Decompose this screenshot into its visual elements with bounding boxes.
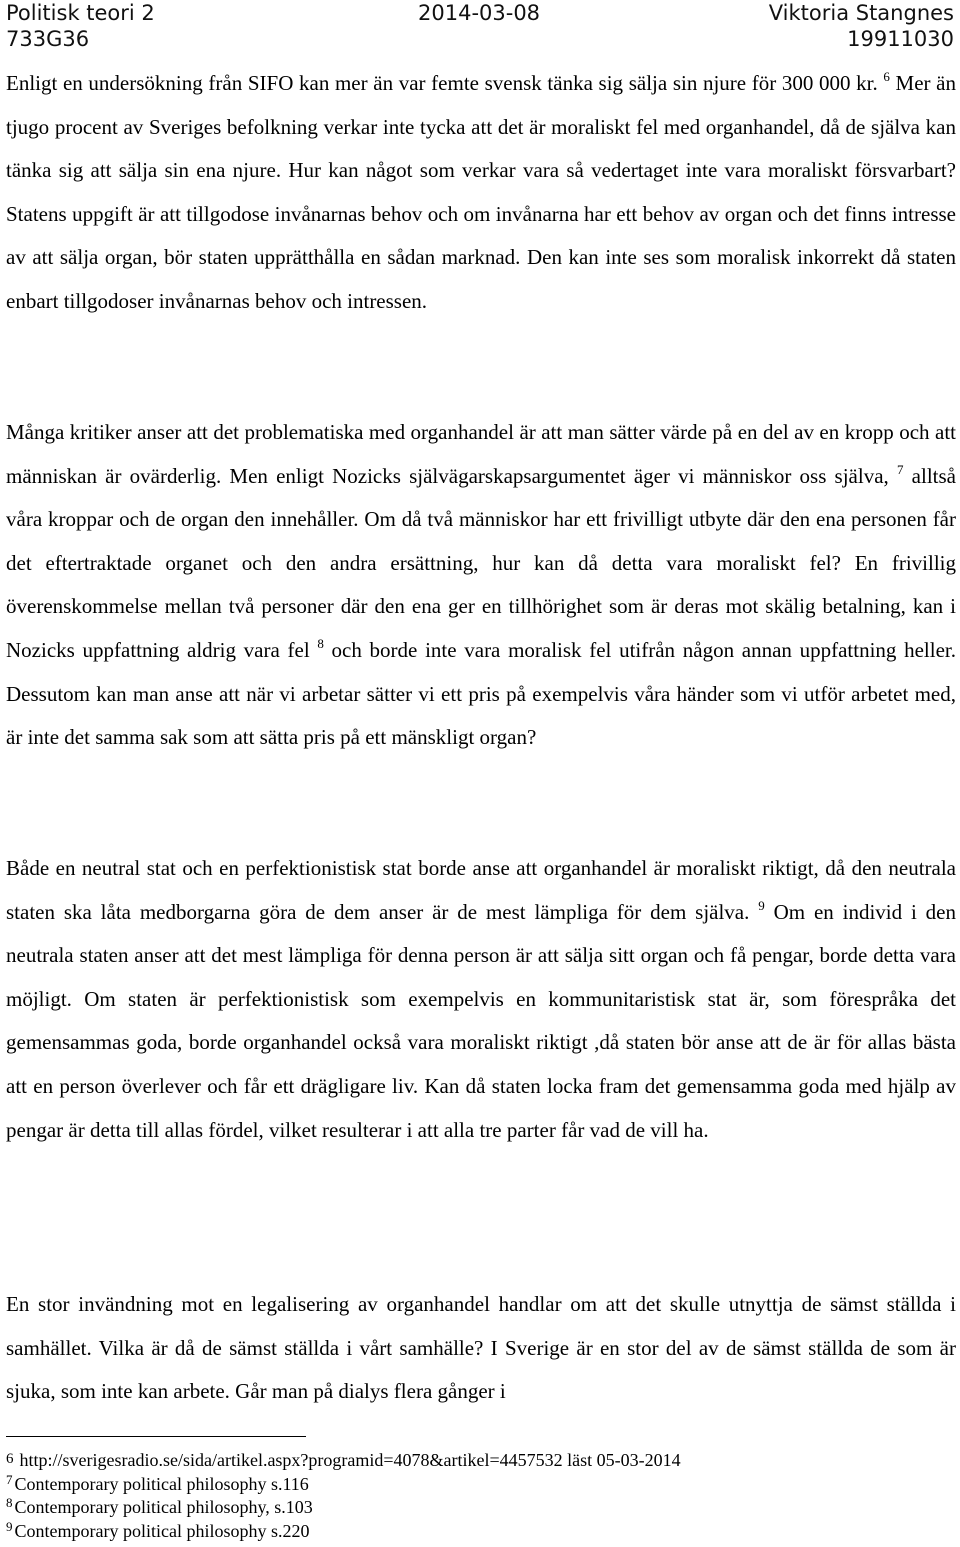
footnote-8 (6, 1496, 956, 1520)
page-header-row-1 (6, 0, 954, 26)
paragraph-text: Enligt en undersökning från SIFO kan mer än var femte svensk tänka sig sälja sin njure för 300 000 kr. (6, 71, 884, 95)
paragraph-1 (6, 62, 956, 324)
footnote-text: Contemporary political philosophy s.220 (14, 1520, 310, 1541)
footnote-number: 9 (6, 1518, 13, 1534)
header-date: 2014-03-08 (418, 1, 541, 25)
footnote-text: Contemporary political philosophy s.116 (14, 1473, 309, 1494)
header-course: Politisk teori 2 (6, 1, 155, 25)
footnote-ref: 9 (758, 897, 765, 913)
paragraph-text: och borde inte vara moralisk fel utifrån någon annan uppfattning heller. Dessutom kan man anse att när vi arbetar sätter vi ett pris på exempelvis våra händer som vi utför arbetet med, är inte det samma sak som att sätta pris på ett mänskligt organ? (6, 637, 956, 750)
footnote-ref: 6 (883, 69, 890, 84)
footnote-7 (6, 1473, 956, 1497)
paragraph-text: Mer än tjugo procent av Sveriges befolkning verkar inte tycka att det är moraliskt fel med organhandel, då de själva kan tänka sig att sälja sin ena njure. Hur kan något som verkar vara så vedertaget inte vara moraliskt försvarbart? Statens uppgift är att tillgodose invånarnas behov och om invånarna har ett behov av organ och det finns intresse av att sälja organ, bör staten upprätthålla en sådan marknad. Den kan inte ses som moralisk inkorrekt då staten enbart tillgodoser invånarnas behov och intressen. (6, 71, 956, 313)
header-author: Viktoria Stangnes (768, 1, 954, 25)
footnote-ref: 7 (896, 461, 904, 477)
footnote-9 (6, 1520, 956, 1544)
paragraph-2 (6, 411, 956, 760)
footnotes (6, 1449, 956, 1543)
footnote-separator (6, 1436, 306, 1437)
footnote-number: 8 (6, 1495, 13, 1510)
header-code: 733G36 (6, 27, 90, 51)
paragraph-text: Om en individ i den neutrala staten anser att det mest lämpliga för denna person är att sälja sitt organ och få pengar, borde detta vara möjligt. Om staten är perfektionistisk som exempelvis en kommunitaristisk stat är, som förespråka det gemensammas goda, borde organhandel också vara moraliskt riktigt ,då staten bör anse att de är för allas bästa att en person överlever och får ett drägligare liv. Kan då staten locka fram det gemensamma goda med hjälp av pengar är detta till allas fördel, vilket resulterar i att alla tre parter får vad de vill ha. (6, 899, 956, 1142)
footnote-number: 6 (6, 1451, 14, 1467)
footnote-ref: 8 (317, 635, 324, 651)
paragraph-text: En stor invändning mot en legalisering av organhandel handlar om att det skulle utnyttja de sämst ställda i samhället. Vilka är då de sämst ställda i vårt samhälle? I Sverige är en stor del av de sämst ställda de som är sjuka, som inte kan arbete. Går man på dialys flera gånger i (6, 1292, 956, 1404)
page-header-row-2 (6, 26, 954, 52)
footnote-number: 7 (6, 1471, 13, 1487)
paragraph-text: Både en neutral stat och en perfektionistisk stat borde anse att organhandel är moraliskt riktigt, då den neutrala staten ska låta medborgarna göra de dem anser är de mest lämpliga för dem själva. (6, 856, 956, 924)
paragraph-text: Många kritiker anser att det problematiska med organhandel är att man sätter värde på en del av en kropp och att människan är ovärderlig. Men enligt Nozicks självägarskapsargumentet äger vi människor oss själva, (6, 420, 956, 488)
header-id-number: 19911030 (847, 27, 954, 51)
footnote-6 (6, 1449, 956, 1473)
paragraph-3 (6, 847, 956, 1152)
paragraph-4 (6, 1283, 956, 1414)
footnote-text: http://sverigesradio.se/sida/artikel.aspx?programid=4078&artikel=4457532 läst 05-03-2014 (19, 1450, 681, 1470)
footnote-text: Contemporary political philosophy, s.103 (14, 1497, 313, 1517)
paragraph-text: alltså våra kroppar och de organ den innehåller. Om då två människor har ett frivilligt utbyte där den ena personen får det eftertraktade organet och den andra ersättning, hur kan då detta vara moraliskt fel? En frivillig överenskommelse mellan två personer där den ena ger en tillhörighet som är deras mot skälig betalning, kan i Nozicks uppfattning aldrig vara fel (6, 463, 956, 662)
